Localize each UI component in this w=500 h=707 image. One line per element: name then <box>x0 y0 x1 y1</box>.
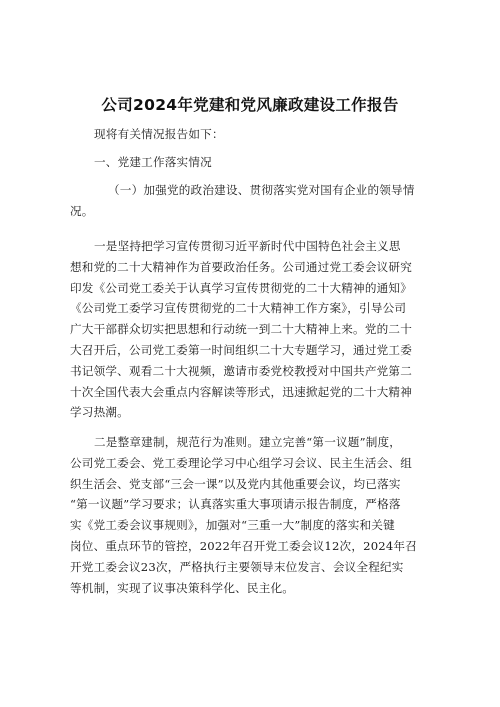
paragraph-line: 实《党工委会议事规则》，加强对“三重一大”制度的落实和关键 <box>70 518 395 533</box>
paragraph-line: 等机制，实现了议事决策科学化、民主化。 <box>70 580 295 595</box>
section-heading-line: 一、党建工作落实情况 <box>94 155 212 169</box>
paragraph-line: “第一议题”学习要求；认真落实重大事项请示报告制度，严格落 <box>70 497 401 512</box>
paragraph-line: 印发《公司党工委关于认真学习宣传贯彻党的二十大精神的通知》 <box>70 280 413 295</box>
section1-heading <box>70 152 438 173</box>
paragraph-line: 十次全国代表大会重点内容解读等形式，迅速掀起党的二十大精神 <box>70 384 413 399</box>
paragraph-2 <box>70 432 438 598</box>
paragraph-line: 岗位、重点环节的管控，2022年召开党工委会议12次，2024年召 <box>70 538 418 553</box>
paragraph-line: 一是坚持把学习宣传贯彻习近平新时代中国特色社会主义思 <box>94 239 401 253</box>
intro-paragraph <box>70 124 438 145</box>
paragraph-line: 织生活会、党支部“三会一课”以及党内其他重要会议，均已落实 <box>70 476 401 491</box>
paragraph-line: 二是整章建制，规范行为准则。建立完善“第一议题”制度， <box>94 435 402 449</box>
paragraph-line: 广大干部群众切实把思想和行动统一到二十大精神上来。党的二十 <box>70 322 413 337</box>
paragraph-line: 大召开后，公司党工委第一时间组织二十大专题学习，通过党工委 <box>70 342 413 357</box>
paragraph-line: 想和党的二十大精神作为首要政治任务。公司通过党工委会议研究 <box>70 259 413 274</box>
subsection-heading-line: 况。 <box>70 203 94 218</box>
paragraph-line: 《公司党工委学习宣传贯彻党的二十大精神工作方案》，引导公司 <box>70 301 407 316</box>
paragraph-1 <box>70 236 438 423</box>
paragraph-line: 学习热潮。 <box>70 405 129 420</box>
subsection1-heading <box>70 180 438 222</box>
document-title: 公司2024年党建和党风廉政建设工作报告 <box>101 96 399 114</box>
intro-line: 现将有关情况报告如下： <box>94 127 224 141</box>
paragraph-line: 公司党工委会、党工委理论学习中心组学习会议、民主生活会、组 <box>70 455 413 470</box>
subsection-heading-line: （一）加强党的政治建设、贯彻落实党对国有企业的领导情 <box>108 183 415 197</box>
paragraph-line: 开党工委会议23次，严格执行主要领导末位发言、会议全程纪实 <box>70 559 404 574</box>
paragraph-line: 书记领学、观看二十大视频，邀请市委党校教授对中国共产党第二 <box>70 363 413 378</box>
